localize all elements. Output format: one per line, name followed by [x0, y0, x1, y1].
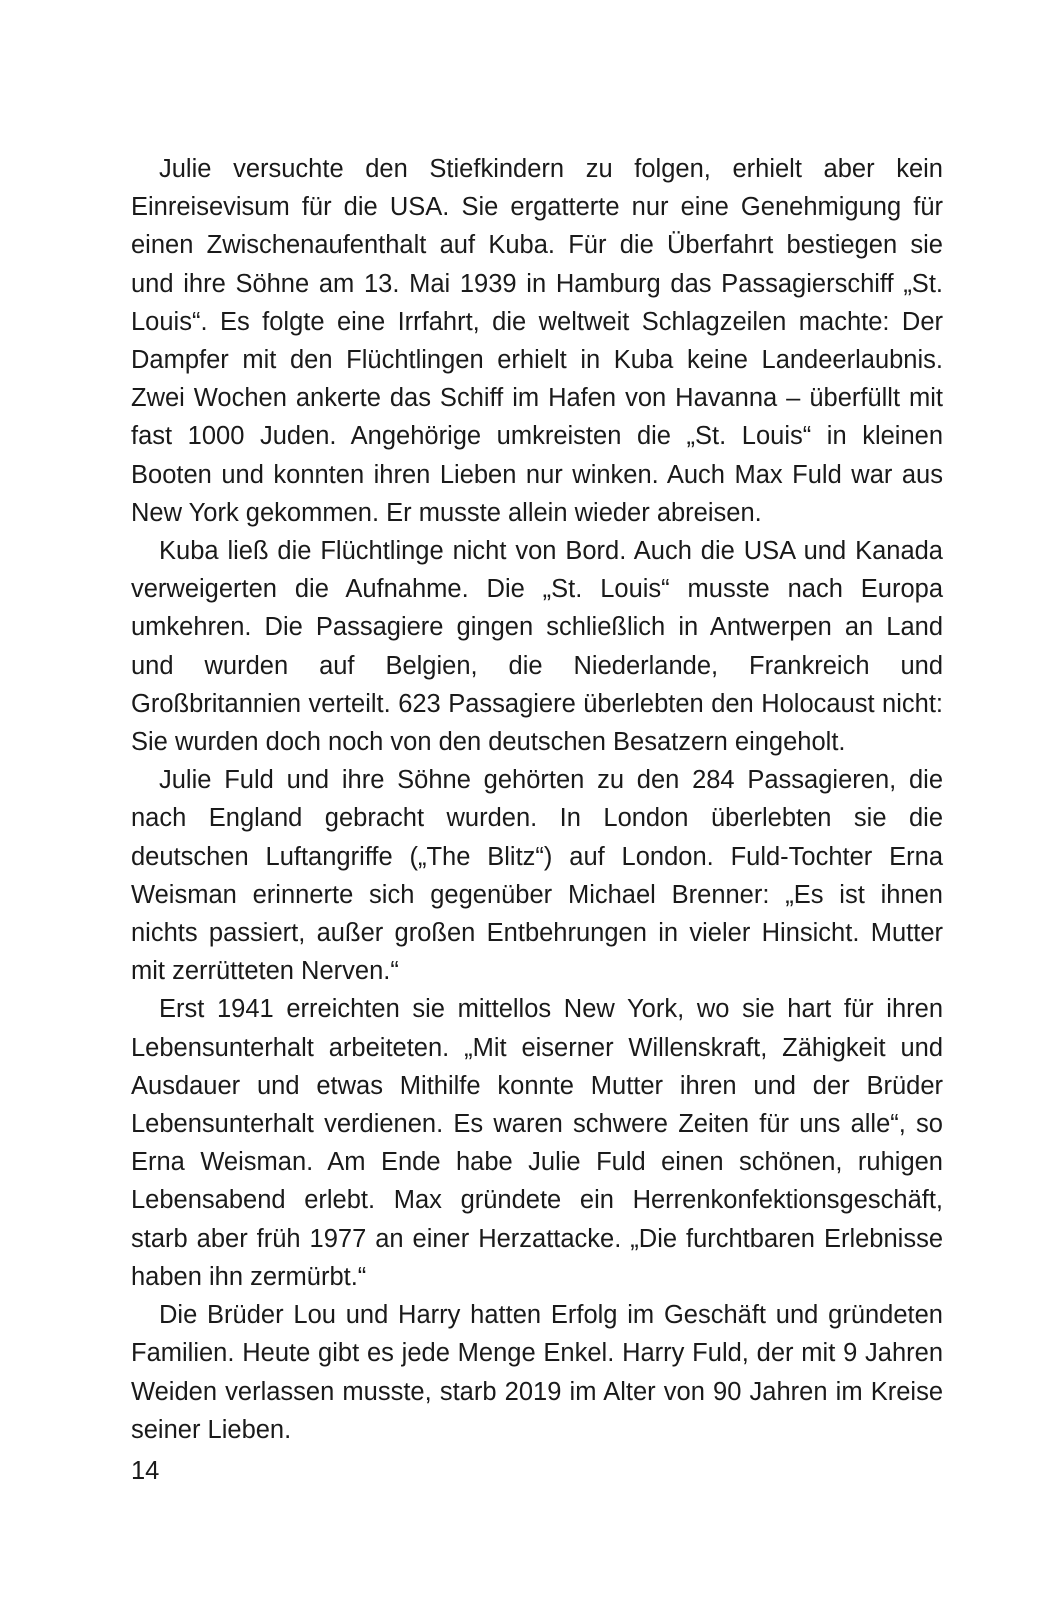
paragraph-england: Julie Fuld und ihre Söhne gehörten zu den 284 Passagieren, die nach England gebracht wurden. In London überlebten sie die deutschen Luftangriffe („The Blitz“) auf London. Fuld-Tochter Erna Weisman erinnerte sich gegenüber Michael Brenner: „Es ist ihnen nichts passiert, außer großen Entbehrungen in vieler Hinsicht. Mutter mit zerrütteten Nerven.“	[131, 766, 943, 986]
page-number: 14	[131, 1457, 160, 1485]
paragraph-julie-emigration: Julie versuchte den Stiefkindern zu folgen, erhielt aber kein Einreisevisum für die USA. Sie ergatterte nur eine Genehmigung für einen Zwischenaufenthalt auf Kuba. Für die Überfahrt bestiegen sie und ihre Söhne am 13. Mai 1939 in Hamburg das Passagierschiff „St. Louis“. Es folgte eine Irrfahrt, die weltweit Schlagzeilen machte: Der Dampfer mit den Flüchtlingen erhielt in Kuba keine Landeerlaubnis. Zwei Wochen ankerte das Schiff im Hafen von Havanna – überfüllt mit fast 1000 Juden. Angehörige umkreisten die „St. Louis“ in kleinen Booten und konnten ihren Lieben nur winken. Auch Max Fuld war aus New York gekommen. Er musste allein wieder abreisen.	[131, 155, 943, 527]
paragraph-new-york: Erst 1941 erreichten sie mittellos New York, wo sie hart für ihren Lebensunterhalt arbeiteten. „Mit eiserner Willenskraft, Zähigkeit und Ausdauer und etwas Mithilfe konnte Mutter ihren und der Brüder Lebensunterhalt verdienen. Es waren schwere Zeiten für uns alle“, so Erna Weisman. Am Ende habe Julie Fuld einen schönen, ruhigen Lebensabend erlebt. Max gründete ein Herrenkonfektionsgeschäft, starb aber früh 1977 an einer Herzattacke. „Die furchtbaren Erlebnisse haben ihn zermürbt.“	[131, 995, 943, 1291]
paragraph-brothers: Die Brüder Lou und Harry hatten Erfolg im Geschäft und gründeten Familien. Heute gibt es jede Menge Enkel. Harry Fuld, der mit 9 Jahren Weiden verlassen musste, starb 2019 im Alter von 90 Jahren im Kreise seiner Lieben.	[131, 1301, 943, 1444]
body-text	[131, 150, 943, 1449]
paragraph-kuba-refusal: Kuba ließ die Flüchtlinge nicht von Bord. Auch die USA und Kanada verweigerten die Aufnahme. Die „St. Louis“ musste nach Europa umkehren. Die Passagiere gingen schließlich in Antwerpen an Land und wurden auf Belgien, die Niederlande, Frankreich und Großbritannien verteilt. 623 Passagiere überlebten den Holocaust nicht: Sie wurden doch noch von den deutschen Besatzern eingeholt.	[131, 537, 943, 757]
